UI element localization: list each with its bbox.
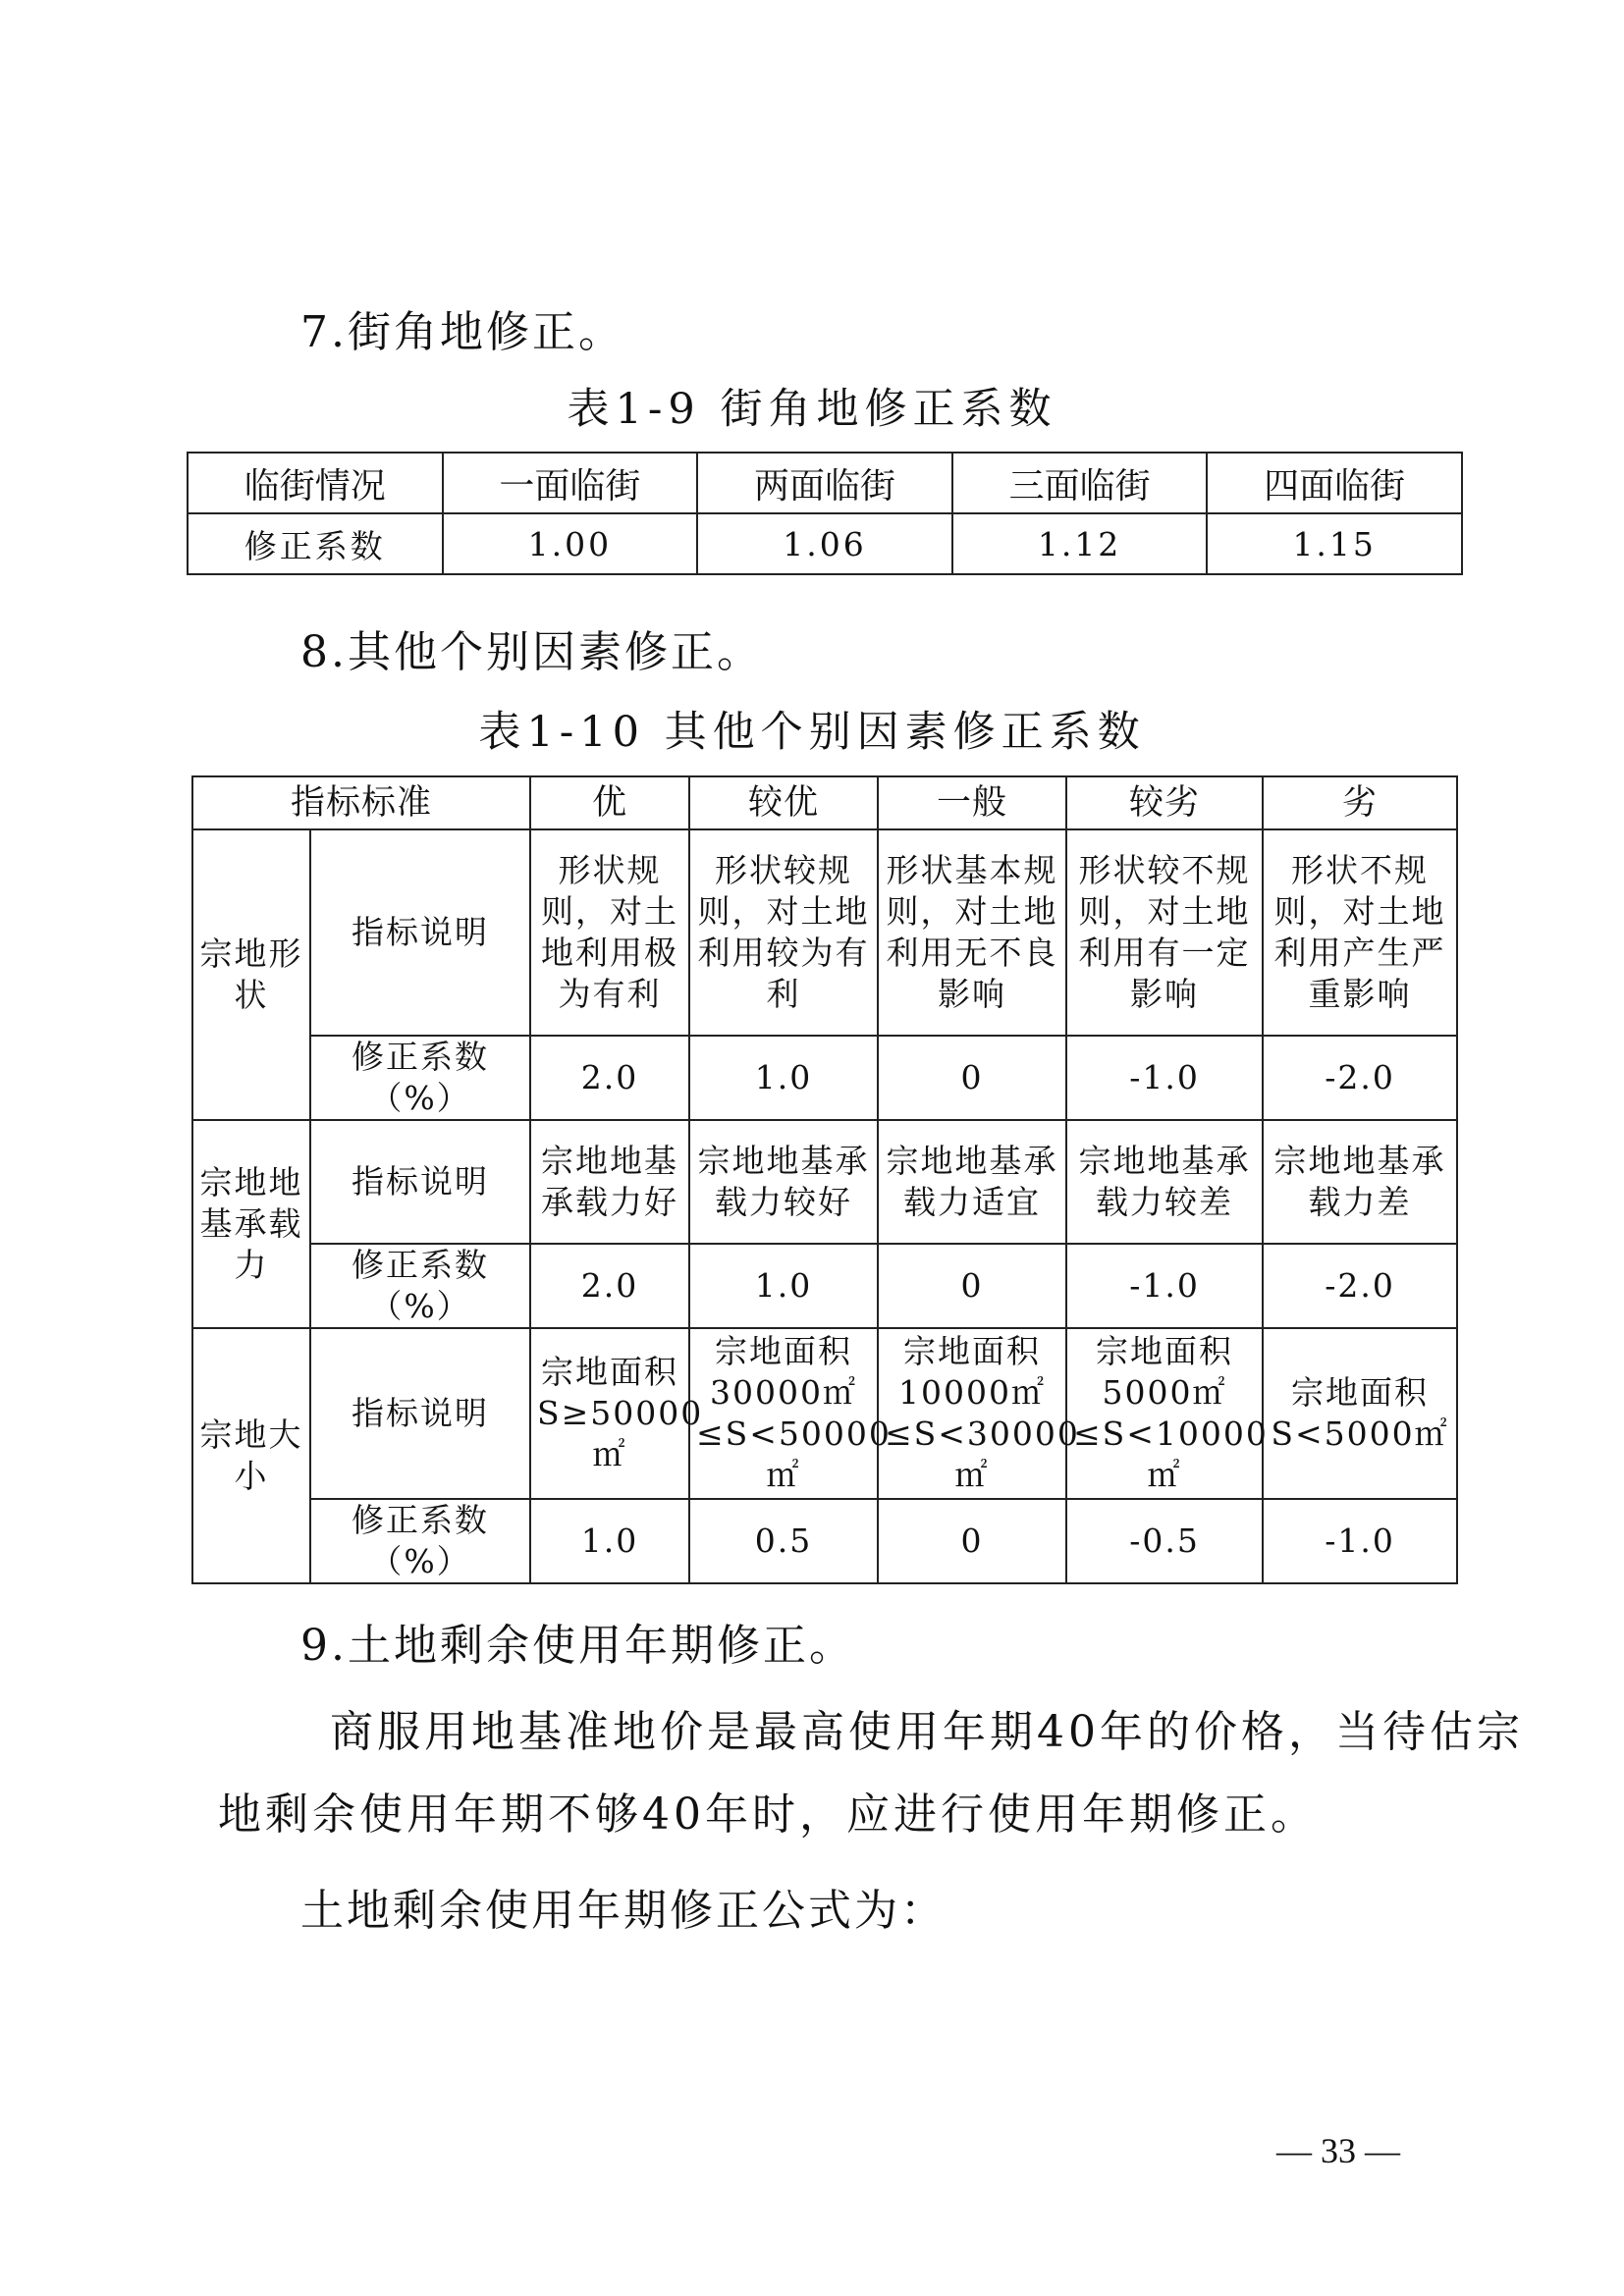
coef-cell: 2.0 (530, 1036, 689, 1120)
table-1-9 (187, 452, 1463, 575)
paragraph-line: 地剩余使用年期不够40年时，应进行使用年期修正。 (218, 1789, 1318, 1840)
desc-cell: 形状基本规则，对土地利用无不良影响 (878, 829, 1066, 1036)
desc-cell: 宗地地基承载力好 (530, 1120, 689, 1244)
section-heading-9: 9.土地剩余使用年期修正。 (300, 1621, 855, 1671)
section-heading-7: 7.街角地修正。 (300, 307, 624, 357)
table-1-10 (191, 775, 1458, 1584)
header-cell: 四面临街 (1207, 453, 1462, 513)
group-label: 宗地大小 (192, 1328, 310, 1583)
coef-cell: 0 (878, 1036, 1066, 1120)
header-cell: 劣 (1263, 776, 1457, 829)
coef-cell: 1.0 (689, 1036, 878, 1120)
desc-cell: 宗地面积30000㎡≤S<50000㎡ (689, 1328, 878, 1499)
coef-label: 修正系数（%） (310, 1499, 530, 1583)
desc-cell: 形状规则，对土地利用极为有利 (530, 829, 689, 1036)
header-cell: 三面临街 (952, 453, 1208, 513)
table-header-row (188, 453, 1462, 513)
coef-cell: 0 (878, 1499, 1066, 1583)
desc-label: 指标说明 (310, 829, 530, 1036)
paragraph-line: 土地剩余使用年期修正公式为： (300, 1886, 947, 1936)
header-cell: 一般 (878, 776, 1066, 829)
table-1-10-caption: 表1-10 其他个别因素修正系数 (478, 708, 1146, 757)
value-cell: 1.12 (952, 513, 1208, 574)
group-label: 宗地形状 (192, 829, 310, 1120)
desc-cell: 宗地地基承载力差 (1263, 1120, 1457, 1244)
paragraph-line: 商服用地基准地价是最高使用年期40年的价格，当待估宗 (330, 1707, 1524, 1757)
header-cell: 较优 (689, 776, 878, 829)
desc-label: 指标说明 (310, 1120, 530, 1244)
desc-cell: 形状不规则，对土地利用产生严重影响 (1263, 829, 1457, 1036)
coef-label: 修正系数（%） (310, 1244, 530, 1328)
table-row (192, 1499, 1457, 1583)
coef-cell: -1.0 (1066, 1244, 1263, 1328)
table-row (192, 1244, 1457, 1328)
table-row (192, 1328, 1457, 1499)
desc-cell: 宗地面积5000㎡≤S<10000㎡ (1066, 1328, 1263, 1499)
value-cell: 1.15 (1207, 513, 1462, 574)
desc-cell: 形状较不规则，对土地利用有一定影响 (1066, 829, 1263, 1036)
coef-cell: 0 (878, 1244, 1066, 1328)
table-row (188, 513, 1462, 574)
header-cell: 较劣 (1066, 776, 1263, 829)
coef-cell: 2.0 (530, 1244, 689, 1328)
table-row (192, 1120, 1457, 1244)
table-row (192, 1036, 1457, 1120)
desc-cell: 宗地面积S<5000㎡ (1263, 1328, 1457, 1499)
coef-cell: 0.5 (689, 1499, 878, 1583)
table-row (192, 829, 1457, 1036)
desc-cell: 宗地地基承载力适宜 (878, 1120, 1066, 1244)
desc-cell: 宗地地基承载力较好 (689, 1120, 878, 1244)
desc-label: 指标说明 (310, 1328, 530, 1499)
page-number: — 33 — (1276, 2131, 1400, 2170)
coef-cell: -1.0 (1263, 1499, 1457, 1583)
coef-cell: -1.0 (1066, 1036, 1263, 1120)
section-heading-8: 8.其他个别因素修正。 (300, 627, 763, 677)
header-cell: 一面临街 (443, 453, 698, 513)
desc-cell: 形状较规则，对土地利用较为有利 (689, 829, 878, 1036)
desc-cell: 宗地面积S≥50000㎡ (530, 1328, 689, 1499)
header-cell: 临街情况 (188, 453, 443, 513)
coef-label: 修正系数（%） (310, 1036, 530, 1120)
group-label: 宗地地基承载力 (192, 1120, 310, 1328)
row-label: 修正系数 (188, 513, 443, 574)
desc-cell: 宗地地基承载力较差 (1066, 1120, 1263, 1244)
coef-cell: -2.0 (1263, 1036, 1457, 1120)
coef-cell: -0.5 (1066, 1499, 1263, 1583)
desc-cell: 宗地面积10000㎡≤S<30000㎡ (878, 1328, 1066, 1499)
coef-cell: 1.0 (530, 1499, 689, 1583)
table-1-9-caption: 表1-9 街角地修正系数 (567, 385, 1057, 434)
header-cell: 指标标准 (192, 776, 530, 829)
header-cell: 优 (530, 776, 689, 829)
coef-cell: 1.0 (689, 1244, 878, 1328)
table-header-row (192, 776, 1457, 829)
coef-cell: -2.0 (1263, 1244, 1457, 1328)
value-cell: 1.06 (697, 513, 952, 574)
header-cell: 两面临街 (697, 453, 952, 513)
value-cell: 1.00 (443, 513, 698, 574)
